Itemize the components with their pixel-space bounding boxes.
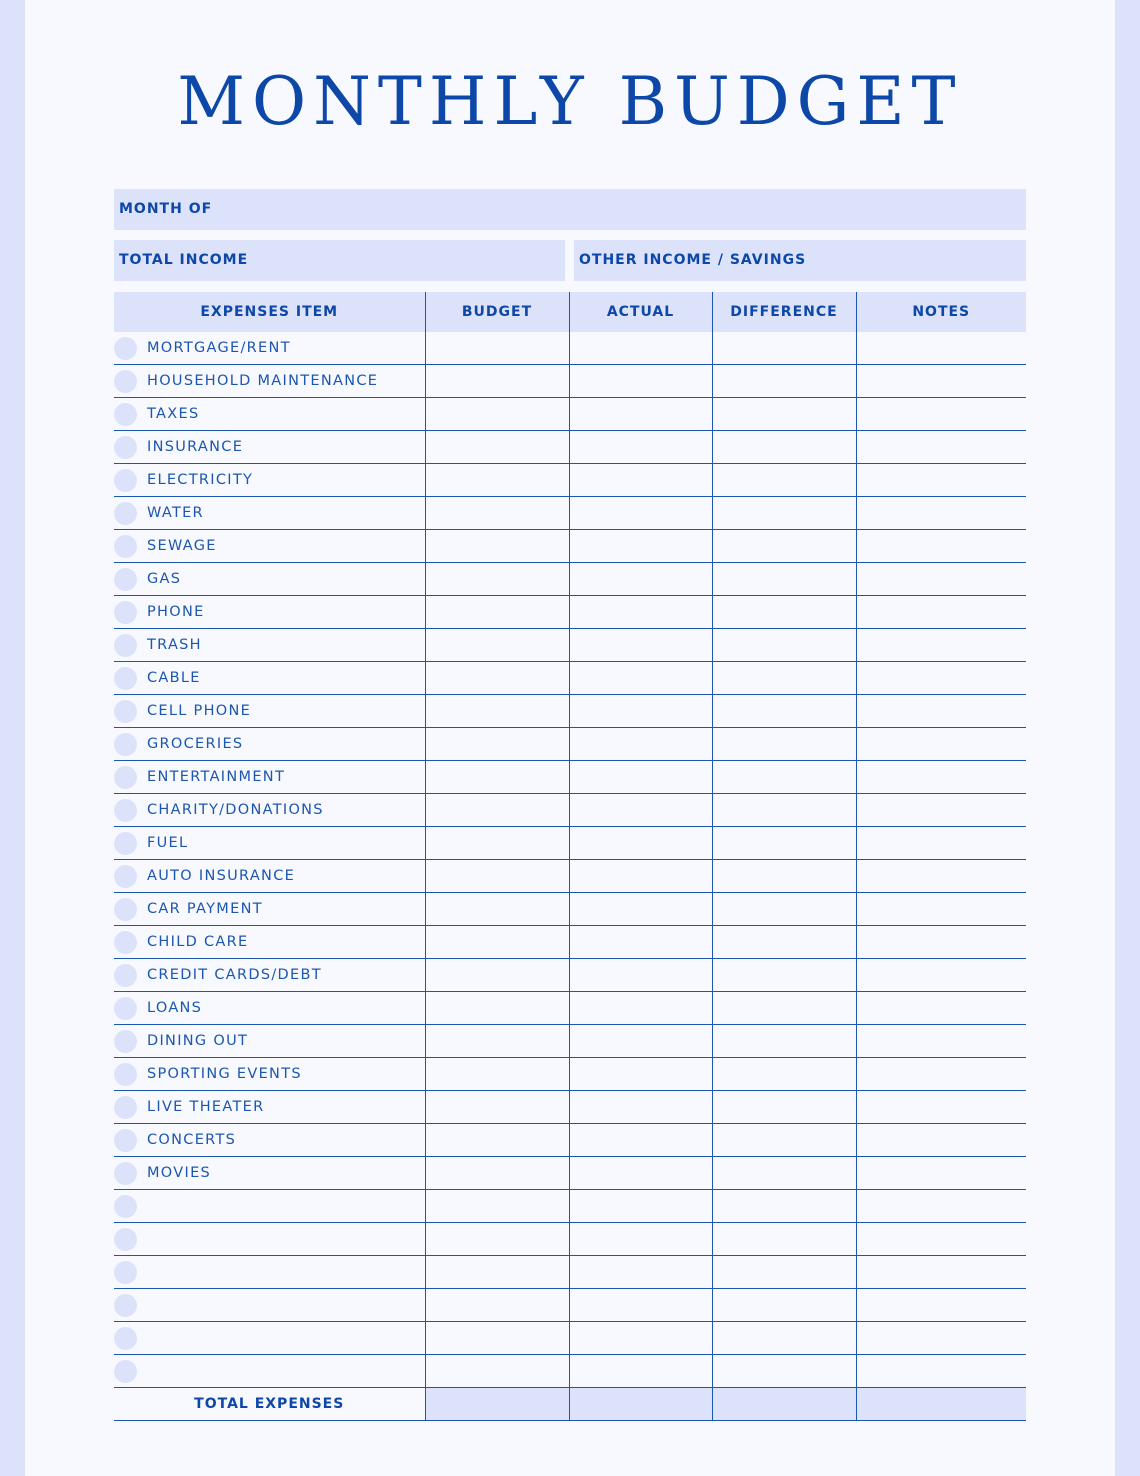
header-difference: DIFFERENCE — [712, 292, 856, 332]
expense-item-label: CHILD CARE — [147, 934, 249, 950]
checkbox-circle[interactable] — [114, 568, 137, 591]
table-row — [114, 530, 1026, 563]
checkbox-circle[interactable] — [114, 865, 137, 888]
notes-cell[interactable] — [856, 1091, 1026, 1124]
checkbox-circle[interactable] — [114, 766, 137, 789]
notes-cell[interactable] — [856, 1157, 1026, 1190]
actual-cell[interactable] — [569, 761, 712, 794]
table-row — [114, 332, 1026, 365]
checkbox-circle[interactable] — [114, 1162, 137, 1185]
actual-cell[interactable] — [569, 959, 712, 992]
actual-cell[interactable] — [569, 563, 712, 596]
expense-item-cell[interactable] — [114, 563, 425, 596]
budget-cell[interactable] — [425, 563, 569, 596]
expense-item-cell[interactable] — [114, 1256, 425, 1289]
budget-cell[interactable] — [425, 1157, 569, 1190]
expense-item-label: CREDIT CARDS/DEBT — [147, 967, 322, 983]
expense-item-label: CONCERTS — [147, 1132, 237, 1148]
difference-cell[interactable] — [712, 398, 856, 431]
actual-cell[interactable] — [569, 662, 712, 695]
budget-cell[interactable] — [425, 629, 569, 662]
actual-cell[interactable] — [569, 728, 712, 761]
expense-item-label: GAS — [147, 571, 182, 587]
notes-cell[interactable] — [856, 1190, 1026, 1223]
notes-cell[interactable] — [856, 1058, 1026, 1091]
expense-item-cell[interactable] — [114, 365, 425, 398]
difference-cell[interactable] — [712, 1025, 856, 1058]
total-income-field[interactable]: TOTAL INCOME — [114, 240, 565, 281]
difference-cell[interactable] — [712, 1091, 856, 1124]
expense-item-label: MOVIES — [147, 1165, 212, 1181]
budget-cell[interactable] — [425, 332, 569, 365]
month-of-field[interactable]: MONTH OF — [114, 189, 1026, 230]
difference-cell[interactable] — [712, 1223, 856, 1256]
budget-cell[interactable] — [425, 992, 569, 1025]
notes-cell[interactable] — [856, 860, 1026, 893]
budget-cell[interactable] — [425, 431, 569, 464]
table-row — [114, 1190, 1026, 1223]
notes-cell[interactable] — [856, 827, 1026, 860]
budget-cell[interactable] — [425, 926, 569, 959]
budget-cell[interactable] — [425, 695, 569, 728]
actual-cell[interactable] — [569, 332, 712, 365]
expense-item-label: WATER — [147, 505, 204, 521]
checkbox-circle[interactable] — [114, 370, 137, 393]
notes-cell[interactable] — [856, 761, 1026, 794]
budget-cell[interactable] — [425, 1190, 569, 1223]
notes-cell[interactable] — [856, 497, 1026, 530]
budget-cell[interactable] — [425, 1256, 569, 1289]
notes-cell[interactable] — [856, 728, 1026, 761]
table-row — [114, 1058, 1026, 1091]
checkbox-circle[interactable] — [114, 1129, 137, 1152]
budget-cell[interactable] — [425, 893, 569, 926]
total-notes-cell[interactable] — [856, 1388, 1026, 1421]
difference-cell[interactable] — [712, 662, 856, 695]
notes-cell[interactable] — [856, 959, 1026, 992]
actual-cell[interactable] — [569, 1025, 712, 1058]
table-row — [114, 431, 1026, 464]
difference-cell[interactable] — [712, 695, 856, 728]
checkbox-circle[interactable] — [114, 1195, 137, 1218]
difference-cell[interactable] — [712, 959, 856, 992]
expense-item-label: PHONE — [147, 604, 205, 620]
expense-item-cell[interactable] — [114, 431, 425, 464]
expense-item-cell[interactable] — [114, 761, 425, 794]
expense-item-cell[interactable] — [114, 893, 425, 926]
expense-item-label: MORTGAGE/RENT — [147, 340, 291, 356]
difference-cell[interactable] — [712, 1256, 856, 1289]
expense-item-label: ELECTRICITY — [147, 472, 254, 488]
checkbox-circle[interactable] — [114, 436, 137, 459]
table-row — [114, 1256, 1026, 1289]
checkbox-circle[interactable] — [114, 634, 137, 657]
checkbox-circle[interactable] — [114, 535, 137, 558]
checkbox-circle[interactable] — [114, 799, 137, 822]
notes-cell[interactable] — [856, 332, 1026, 365]
other-income-field[interactable]: OTHER INCOME / SAVINGS — [574, 240, 1026, 281]
actual-cell[interactable] — [569, 1091, 712, 1124]
budget-cell[interactable] — [425, 365, 569, 398]
difference-cell[interactable] — [712, 992, 856, 1025]
table-row — [114, 1223, 1026, 1256]
expense-item-cell[interactable] — [114, 794, 425, 827]
actual-cell[interactable] — [569, 431, 712, 464]
total-expenses-row — [114, 1388, 1026, 1421]
expense-item-label: FUEL — [147, 835, 189, 851]
actual-cell[interactable] — [569, 860, 712, 893]
difference-cell[interactable] — [712, 1355, 856, 1388]
checkbox-circle[interactable] — [114, 997, 137, 1020]
actual-cell[interactable] — [569, 992, 712, 1025]
notes-cell[interactable] — [856, 926, 1026, 959]
table-row — [114, 992, 1026, 1025]
difference-cell[interactable] — [712, 827, 856, 860]
total-expenses-label: TOTAL EXPENSES — [114, 1388, 425, 1421]
notes-cell[interactable] — [856, 629, 1026, 662]
table-row — [114, 398, 1026, 431]
table-row — [114, 464, 1026, 497]
notes-cell[interactable] — [856, 530, 1026, 563]
notes-cell[interactable] — [856, 893, 1026, 926]
expense-item-cell[interactable] — [114, 398, 425, 431]
difference-cell[interactable] — [712, 1124, 856, 1157]
actual-cell[interactable] — [569, 629, 712, 662]
actual-cell[interactable] — [569, 695, 712, 728]
budget-cell[interactable] — [425, 761, 569, 794]
expense-item-cell[interactable] — [114, 695, 425, 728]
actual-cell[interactable] — [569, 1289, 712, 1322]
expense-item-cell[interactable] — [114, 1124, 425, 1157]
expense-item-cell[interactable] — [114, 1322, 425, 1355]
notes-cell[interactable] — [856, 662, 1026, 695]
expense-item-label: CHARITY/DONATIONS — [147, 802, 324, 818]
difference-cell[interactable] — [712, 1157, 856, 1190]
difference-cell[interactable] — [712, 332, 856, 365]
table-row — [114, 827, 1026, 860]
difference-cell[interactable] — [712, 794, 856, 827]
notes-cell[interactable] — [856, 695, 1026, 728]
total-budget-cell[interactable] — [425, 1388, 569, 1421]
notes-cell[interactable] — [856, 596, 1026, 629]
table-row — [114, 1124, 1026, 1157]
notes-cell[interactable] — [856, 1025, 1026, 1058]
expense-item-cell[interactable] — [114, 728, 425, 761]
difference-cell[interactable] — [712, 464, 856, 497]
notes-cell[interactable] — [856, 1124, 1026, 1157]
header-expenses-item: EXPENSES ITEM — [114, 292, 425, 332]
checkbox-circle[interactable] — [114, 1327, 137, 1350]
header-actual: ACTUAL — [569, 292, 712, 332]
table-row — [114, 662, 1026, 695]
expense-item-cell[interactable] — [114, 1190, 425, 1223]
checkbox-circle[interactable] — [114, 469, 137, 492]
difference-cell[interactable] — [712, 563, 856, 596]
checkbox-circle[interactable] — [114, 1294, 137, 1317]
expense-item-label: AUTO INSURANCE — [147, 868, 296, 884]
expense-item-cell[interactable] — [114, 1025, 425, 1058]
expense-item-cell[interactable] — [114, 530, 425, 563]
checkbox-circle[interactable] — [114, 1228, 137, 1251]
table-row — [114, 596, 1026, 629]
actual-cell[interactable] — [569, 1223, 712, 1256]
difference-cell[interactable] — [712, 860, 856, 893]
actual-cell[interactable] — [569, 1157, 712, 1190]
difference-cell[interactable] — [712, 728, 856, 761]
budget-cell[interactable] — [425, 464, 569, 497]
table-header-row — [114, 292, 1026, 332]
table-row — [114, 761, 1026, 794]
expense-item-label: LIVE THEATER — [147, 1099, 265, 1115]
checkbox-circle[interactable] — [114, 898, 137, 921]
budget-cell[interactable] — [425, 1091, 569, 1124]
expense-item-label: CAR PAYMENT — [147, 901, 263, 917]
difference-cell[interactable] — [712, 1322, 856, 1355]
notes-cell[interactable] — [856, 365, 1026, 398]
actual-cell[interactable] — [569, 794, 712, 827]
expense-item-label: ENTERTAINMENT — [147, 769, 286, 785]
notes-cell[interactable] — [856, 1322, 1026, 1355]
notes-cell[interactable] — [856, 464, 1026, 497]
notes-cell[interactable] — [856, 431, 1026, 464]
difference-cell[interactable] — [712, 926, 856, 959]
notes-cell[interactable] — [856, 1289, 1026, 1322]
expense-item-cell[interactable] — [114, 1289, 425, 1322]
actual-cell[interactable] — [569, 1190, 712, 1223]
budget-cell[interactable] — [425, 1289, 569, 1322]
notes-cell[interactable] — [856, 992, 1026, 1025]
expense-item-label: CELL PHONE — [147, 703, 252, 719]
total-difference-cell[interactable] — [712, 1388, 856, 1421]
notes-cell[interactable] — [856, 563, 1026, 596]
checkbox-circle[interactable] — [114, 832, 137, 855]
expense-item-cell[interactable] — [114, 662, 425, 695]
page-title: MONTHLY BUDGET — [177, 63, 963, 140]
budget-cell[interactable] — [425, 662, 569, 695]
table-row — [114, 563, 1026, 596]
budget-page — [25, 0, 1115, 1476]
checkbox-circle[interactable] — [114, 403, 137, 426]
budget-cell[interactable] — [425, 1355, 569, 1388]
table-row — [114, 1355, 1026, 1388]
actual-cell[interactable] — [569, 1058, 712, 1091]
actual-cell[interactable] — [569, 1256, 712, 1289]
difference-cell[interactable] — [712, 431, 856, 464]
actual-cell[interactable] — [569, 827, 712, 860]
expense-item-cell[interactable] — [114, 1223, 425, 1256]
budget-cell[interactable] — [425, 794, 569, 827]
table-row — [114, 728, 1026, 761]
checkbox-circle[interactable] — [114, 1063, 137, 1086]
difference-cell[interactable] — [712, 629, 856, 662]
expense-item-cell[interactable] — [114, 596, 425, 629]
expense-item-cell[interactable] — [114, 1157, 425, 1190]
expense-item-cell[interactable] — [114, 1091, 425, 1124]
checkbox-circle[interactable] — [114, 601, 137, 624]
budget-cell[interactable] — [425, 530, 569, 563]
difference-cell[interactable] — [712, 1058, 856, 1091]
table-row — [114, 629, 1026, 662]
expense-item-cell[interactable] — [114, 332, 425, 365]
checkbox-circle[interactable] — [114, 964, 137, 987]
actual-cell[interactable] — [569, 596, 712, 629]
checkbox-circle[interactable] — [114, 667, 137, 690]
expense-item-cell[interactable] — [114, 992, 425, 1025]
budget-cell[interactable] — [425, 959, 569, 992]
difference-cell[interactable] — [712, 497, 856, 530]
table-row — [114, 860, 1026, 893]
actual-cell[interactable] — [569, 365, 712, 398]
checkbox-circle[interactable] — [114, 1360, 137, 1383]
actual-cell[interactable] — [569, 398, 712, 431]
difference-cell[interactable] — [712, 1190, 856, 1223]
expense-item-cell[interactable] — [114, 464, 425, 497]
notes-cell[interactable] — [856, 794, 1026, 827]
expenses-table — [114, 292, 1026, 1421]
expense-item-label: DINING OUT — [147, 1033, 249, 1049]
expense-item-label: SPORTING EVENTS — [147, 1066, 302, 1082]
table-row — [114, 695, 1026, 728]
table-row — [114, 794, 1026, 827]
table-row — [114, 926, 1026, 959]
expense-item-cell[interactable] — [114, 1355, 425, 1388]
total-actual-cell[interactable] — [569, 1388, 712, 1421]
header-notes: NOTES — [856, 292, 1026, 332]
expense-item-label: HOUSEHOLD MAINTENANCE — [147, 373, 379, 389]
budget-cell[interactable] — [425, 1124, 569, 1157]
actual-cell[interactable] — [569, 926, 712, 959]
budget-cell[interactable] — [425, 728, 569, 761]
table-row — [114, 1289, 1026, 1322]
checkbox-circle[interactable] — [114, 1261, 137, 1284]
table-row — [114, 959, 1026, 992]
budget-cell[interactable] — [425, 1025, 569, 1058]
expense-item-label: LOANS — [147, 1000, 203, 1016]
actual-cell[interactable] — [569, 1124, 712, 1157]
expense-item-cell[interactable] — [114, 827, 425, 860]
checkbox-circle[interactable] — [114, 337, 137, 360]
actual-cell[interactable] — [569, 893, 712, 926]
expense-item-cell[interactable] — [114, 926, 425, 959]
expense-item-label: SEWAGE — [147, 538, 217, 554]
notes-cell[interactable] — [856, 1355, 1026, 1388]
budget-cell[interactable] — [425, 1322, 569, 1355]
budget-cell[interactable] — [425, 1223, 569, 1256]
actual-cell[interactable] — [569, 1322, 712, 1355]
budget-cell[interactable] — [425, 827, 569, 860]
expense-item-cell[interactable] — [114, 497, 425, 530]
difference-cell[interactable] — [712, 761, 856, 794]
checkbox-circle[interactable] — [114, 502, 137, 525]
expense-item-cell[interactable] — [114, 629, 425, 662]
budget-cell[interactable] — [425, 497, 569, 530]
expense-item-label: CABLE — [147, 670, 201, 686]
difference-cell[interactable] — [712, 530, 856, 563]
notes-cell[interactable] — [856, 1256, 1026, 1289]
actual-cell[interactable] — [569, 497, 712, 530]
expense-item-cell[interactable] — [114, 860, 425, 893]
notes-cell[interactable] — [856, 1223, 1026, 1256]
budget-cell[interactable] — [425, 1058, 569, 1091]
expense-item-label: INSURANCE — [147, 439, 244, 455]
actual-cell[interactable] — [569, 1355, 712, 1388]
table-row — [114, 1025, 1026, 1058]
expense-item-cell[interactable] — [114, 1058, 425, 1091]
difference-cell[interactable] — [712, 596, 856, 629]
expense-item-label: TRASH — [147, 637, 202, 653]
expense-item-cell[interactable] — [114, 959, 425, 992]
actual-cell[interactable] — [569, 464, 712, 497]
checkbox-circle[interactable] — [114, 1030, 137, 1053]
notes-cell[interactable] — [856, 398, 1026, 431]
checkbox-circle[interactable] — [114, 931, 137, 954]
table-row — [114, 497, 1026, 530]
budget-cell[interactable] — [425, 596, 569, 629]
header-budget: BUDGET — [425, 292, 569, 332]
difference-cell[interactable] — [712, 1289, 856, 1322]
difference-cell[interactable] — [712, 893, 856, 926]
checkbox-circle[interactable] — [114, 1096, 137, 1119]
table-row — [114, 1091, 1026, 1124]
difference-cell[interactable] — [712, 365, 856, 398]
table-row — [114, 1322, 1026, 1355]
expense-item-label: GROCERIES — [147, 736, 244, 752]
table-row — [114, 893, 1026, 926]
actual-cell[interactable] — [569, 530, 712, 563]
checkbox-circle[interactable] — [114, 700, 137, 723]
expense-item-label: TAXES — [147, 406, 200, 422]
table-row — [114, 365, 1026, 398]
table-row — [114, 1157, 1026, 1190]
checkbox-circle[interactable] — [114, 733, 137, 756]
budget-cell[interactable] — [425, 860, 569, 893]
budget-cell[interactable] — [425, 398, 569, 431]
